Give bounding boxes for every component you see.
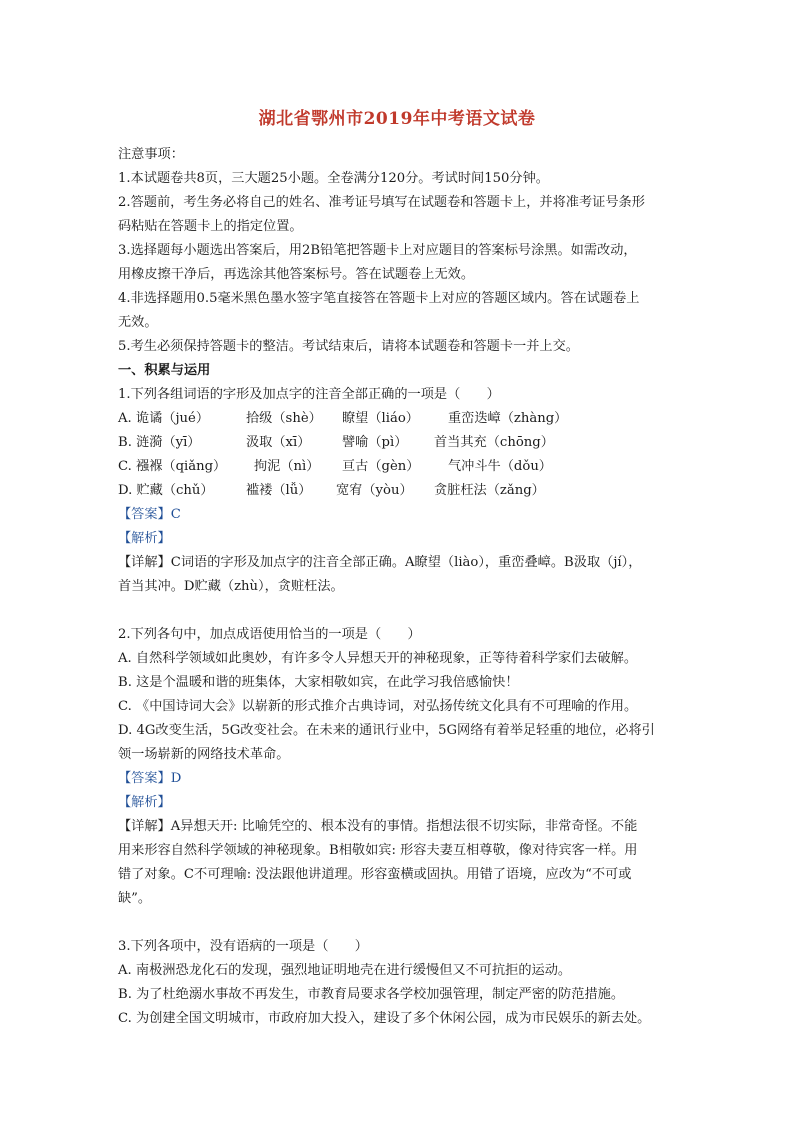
q1-c-3: 亘古（gèn） xyxy=(342,459,420,474)
q3-option-b: B. 为了杜绝溺水事故不再发生，市教育局要求各学校加强管理，制定严密的防范措施。 xyxy=(118,987,625,1002)
q1-d-2: 褴褛（lǚ） xyxy=(246,483,312,498)
q1-c-4: 气冲斗牛（dǒu） xyxy=(448,459,552,474)
note-item-4b: 无效。 xyxy=(118,315,158,330)
q1-answer: 【答案】C xyxy=(118,507,181,522)
note-item-3b: 用橡皮擦干净后，再选涂其他答案标号。答在试题卷上无效。 xyxy=(118,267,475,282)
q1-b-4: 首当其充（chōng） xyxy=(434,435,554,450)
notes-heading: 注意事项： xyxy=(118,147,184,162)
q2-detail-2: 用来形容自然科学领域的神秘现象。B相敬如宾: 形容夫妻互相尊敬，像对待宾客一样。用 xyxy=(118,843,638,858)
note-item-2b: 码粘贴在答题卡上的指定位置。 xyxy=(118,219,303,234)
note-item-4a: 4.非选择题用0.5毫米黑色墨水签字笔直接答在答题卡上对应的答题区域内。答在试题卷上 xyxy=(118,291,640,306)
q3-stem: 3.下列各项中，没有语病的一项是（ ） xyxy=(118,939,368,954)
q1-b-1: B. 涟漪（yī） xyxy=(118,435,201,450)
q1-d-3: 宽宥（yòu） xyxy=(336,483,413,498)
q1-detail-1: 【详解】C词语的字形及加点字的注音全部正确。A瞭望（liào），重峦叠嶂。B汲取（jí）， xyxy=(118,555,642,570)
q1-a-4: 重峦迭嶂（zhàng） xyxy=(448,411,568,426)
q2-stem: 2.下列各句中，加点成语使用恰当的一项是（ ） xyxy=(118,627,421,642)
q1-b-3: 譬喻（pì） xyxy=(342,435,408,450)
q2-option-b: B. 这是个温暖和谐的班集体，大家相敬如宾，在此学习我倍感愉快！ xyxy=(118,675,519,690)
q1-a-1: A. 诡谲（jué） xyxy=(118,411,210,426)
q2-option-c: C. 《中国诗词大会》以崭新的形式推介古典诗词，对弘扬传统文化具有不可理喻的作用。 xyxy=(118,699,638,714)
note-item-2a: 2.答题前，考生务必将自己的姓名、准考证号填写在试题卷和答题卡上，并将准考证号条形 xyxy=(118,195,645,210)
q2-detail-3: 错了对象。C不可理喻: 没法跟他讲道理。形容蛮横或固执。用错了语境，应改为“不可或 xyxy=(118,867,632,882)
q1-a-3: 瞭望（liáo） xyxy=(342,411,419,426)
page-title: 湖北省鄂州市2019年中考语文试卷 xyxy=(258,109,536,129)
q1-d-4: 贪脏枉法（zǎng） xyxy=(434,483,545,498)
q1-c-2: 拘泥（nì） xyxy=(254,459,320,474)
q2-option-d-2: 领一场崭新的网络技术革命。 xyxy=(118,747,290,762)
note-item-5: 5.考生必须保持答题卡的整洁。考试结束后，请将本试题卷和答题卡一并上交。 xyxy=(118,339,579,354)
q1-analysis: 【解析】 xyxy=(118,531,171,546)
q2-answer: 【答案】D xyxy=(118,771,182,786)
q1-b-2: 汲取（xī） xyxy=(246,435,311,450)
q3-option-a: A. 南极洲恐龙化石的发现，强烈地证明地壳在进行缓慢但又不可抗拒的运动。 xyxy=(118,963,572,978)
q2-analysis: 【解析】 xyxy=(118,795,171,810)
q1-stem: 1.下列各组词语的字形及加点字的注音全部正确的一项是（ ） xyxy=(118,387,500,402)
q3-option-c: C. 为创建全国文明城市，市政府加大投入，建设了多个休闲公园，成为市民娱乐的新去处。 xyxy=(118,1011,651,1026)
q2-option-d-1: D. 4G改变生活，5G改变社会。在未来的通讯行业中，5G网络有着举足轻重的地位，必将引 xyxy=(118,723,655,738)
q1-c-1: C. 襁褓（qiǎng） xyxy=(118,459,227,474)
q1-a-2: 拾级（shè） xyxy=(246,411,322,426)
section-heading: 一、积累与运用 xyxy=(118,363,211,378)
q2-detail-1: 【详解】A异想天开: 比喻凭空的、根本没有的事情。指想法很不切实际，非常奇怪。不能 xyxy=(118,819,638,834)
q1-d-1: D. 贮藏（chǔ） xyxy=(118,483,214,498)
note-item-1: 1.本试题卷共8页，三大题25小题。全卷满分120分。考试时间150分钟。 xyxy=(118,171,549,186)
q1-detail-2: 首当其冲。D贮藏（zhù），贪赃枉法。 xyxy=(118,579,344,594)
note-item-3a: 3.选择题每小题选出答案后，用2B铅笔把答题卡上对应题目的答案标号涂黑。如需改动， xyxy=(118,243,637,258)
q2-option-a: A. 自然科学领域如此奥妙，有许多令人异想天开的神秘现象，正等待着科学家们去破解。 xyxy=(118,651,638,666)
q2-detail-4: 缺”。 xyxy=(118,891,152,906)
